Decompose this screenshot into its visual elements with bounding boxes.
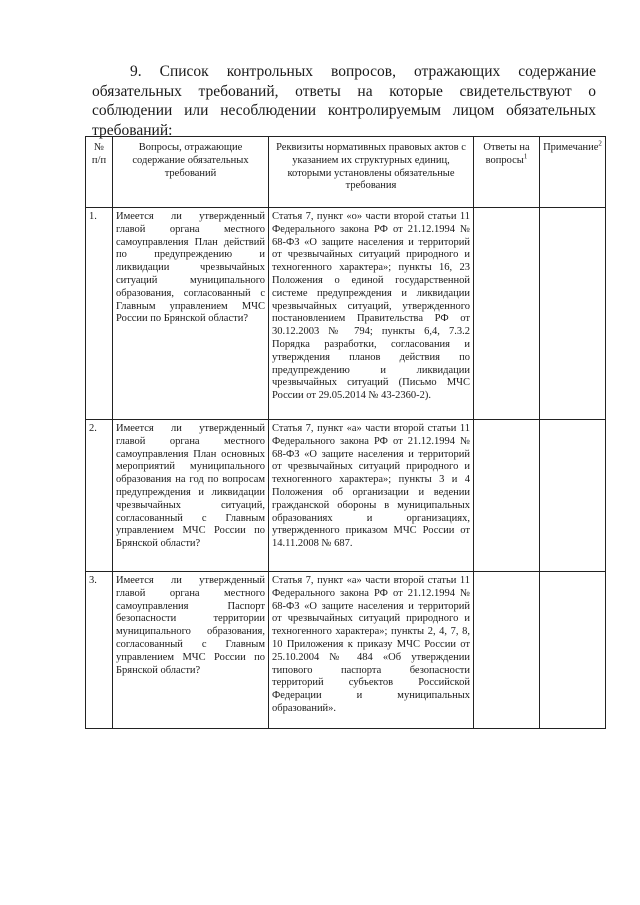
table-header-row xyxy=(86,137,606,208)
header-note-label: Примечание xyxy=(543,142,599,153)
checklist-table xyxy=(85,136,606,729)
row-answer-cell[interactable] xyxy=(474,572,540,729)
row-number: 3. xyxy=(86,572,113,729)
header-answers xyxy=(474,137,540,208)
list-heading xyxy=(92,62,596,140)
row-note-cell[interactable] xyxy=(540,572,606,729)
row-number: 1. xyxy=(86,208,113,420)
header-number: № п/п xyxy=(86,137,113,208)
row-number: 2. xyxy=(86,420,113,572)
row-question: Имеется ли утвержденный главой органа местного самоуправления План основных мероприятий муниципального образования на год по вопросам предупреждения и ликвидации чрезвычайных ситуаций, согласованный с Главным управлением МЧС России по Брянской области? xyxy=(113,420,269,572)
heading-number: 9. xyxy=(130,63,142,80)
row-question: Имеется ли утвержденный главой органа местного самоуправления Паспорт безопасности территории муниципального образования, согласованный с Главным управлением МЧС России по Брянской области? xyxy=(113,572,269,729)
row-requisites: Статья 7, пункт «а» части второй статьи 11 Федерального закона РФ от 21.12.1994 № 68-ФЗ «О защите населения и территорий от чрезвычайных ситуаций природного и техногенного характера»; пункты 3 и 4 Положения об организации и ведении гражданской обороны в муниципальных образованиях и организациях, утвержденного приказом МЧС России от 14.11.2008 № 687. xyxy=(269,420,474,572)
row-question: Имеется ли утвержденный главой органа местного самоуправления План действий по предупреждению и ликвидации чрезвычайных ситуаций муниципального образования, согласованный с Главным управлением МЧС России по Брянской области? xyxy=(113,208,269,420)
table-row xyxy=(86,208,606,420)
header-question: Вопросы, отражающие содержание обязательных требований xyxy=(113,137,269,208)
row-requisites: Статья 7, пункт «а» части второй статьи 11 Федерального закона РФ от 21.12.1994 № 68-ФЗ «О защите населения и территорий от чрезвычайных ситуаций природного и техногенного характера»; пункты 2, 4, 7, 8, 10 Приложения к приказу МЧС России от 25.10.2004 № 484 «Об утверждении типового паспорта безопасности территорий субъектов Российской Федерации и муниципальных образований». xyxy=(269,572,474,729)
row-note-cell[interactable] xyxy=(540,420,606,572)
row-note-cell[interactable] xyxy=(540,208,606,420)
heading-text: Список контрольных вопросов, отражающих содержание обязательных требований, ответы на которые свидетельствуют о соблюдении или несоблюдении контролируемым лицом обязательных требований: xyxy=(92,63,596,139)
table-row xyxy=(86,572,606,729)
header-note-footnote: 2 xyxy=(598,139,602,148)
row-requisites: Статья 7, пункт «о» части второй статьи 11 Федерального закона РФ от 21.12.1994 № 68-ФЗ «О защите населения и территорий от чрезвычайных ситуаций природного и техногенного характера»; пункты 16, 23 Положения о единой государственной системе предупреждения и ликвидации чрезвычайных ситуаций, утвержденного постановлением Правительства РФ от 30.12.2003 № 794; пункты 6,4, 7.3.2 Порядка разработки, согласования и утверждения планов действия по предупреждению и ликвидации чрезвычайных ситуаций (Письмо МЧС России от 29.05.2014 № 43-2360-2). xyxy=(269,208,474,420)
header-note xyxy=(540,137,606,208)
header-answers-label: Ответы на вопросы xyxy=(483,142,530,166)
row-answer-cell[interactable] xyxy=(474,208,540,420)
table-row xyxy=(86,420,606,572)
header-requisites: Реквизиты нормативных правовых актов с указанием их структурных единиц, которыми установлены обязательные требования xyxy=(269,137,474,208)
header-answers-footnote: 1 xyxy=(523,152,528,161)
row-answer-cell[interactable] xyxy=(474,420,540,572)
